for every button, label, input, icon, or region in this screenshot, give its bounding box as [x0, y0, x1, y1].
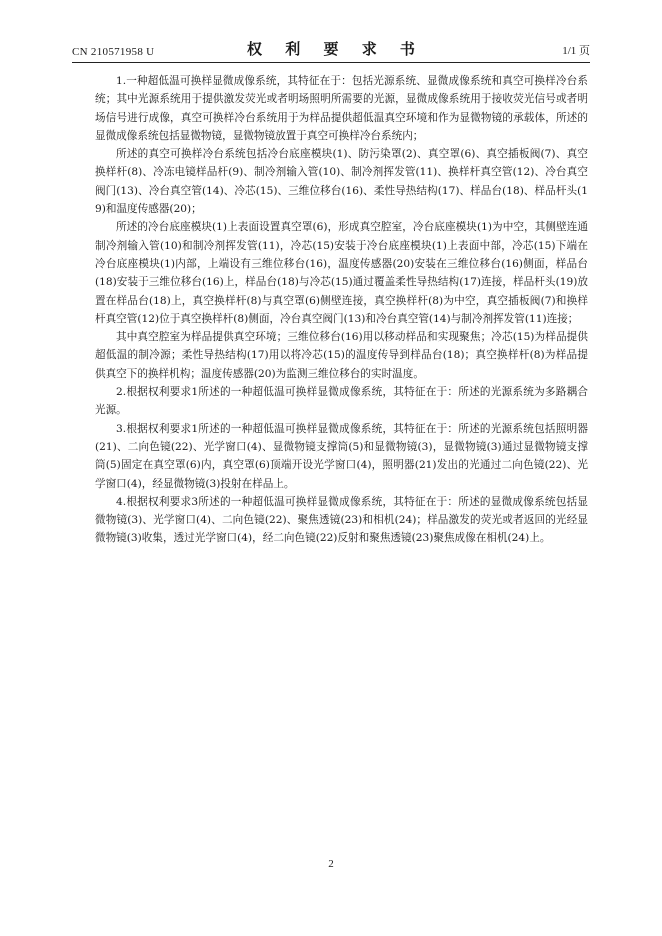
- page-number: 2: [328, 858, 334, 870]
- claim-1-paragraph: 1.一种超低温可换样显微成像系统，其特征在于：包括光源系统、显微成像系统和真空可换样冷台系统；其中光源系统用于提供激发荧光或者明场照明所需要的光源，显微成像系统用于接收荧光信号或者明场信号进行成像，真空可换样冷台系统用于为样品提供超低温真空环境和作为显微物镜的承载体，所述的显微成像系统包括显微物镜，显微物镜放置于真空可换样冷台系统内；: [95, 75, 588, 142]
- page-indicator: 1/1 页: [562, 45, 590, 57]
- claim-1-cold-stage-paragraph: 所述的真空可换样冷台系统包括冷台底座模块(1)、防污染罩(2)、真空罩(6)、真空插板阀(7)、真空换样杆(8)、冷冻电镜样品杆(9)、制冷剂输入管(10)、制冷剂挥发管(11)、换样杆真空管(12)、冷台真空阀门(13)、冷台真空管(14)、冷芯(15)、三维位移台(16)、柔性导热结构(17)、样品台(18)、样品杆头(19)和温度传感器(20)；: [95, 148, 588, 216]
- publication-number: CN 210571958 U: [72, 46, 155, 58]
- claim-4-paragraph: 4.根据权利要求3所述的一种超低温可换样显微成像系统，其特征在于：所述的显微成像系统包括显微物镜(3)、光学窗口(4)、二向色镜(22)、聚焦透镜(23)和相机(24)；样品激发的荧光或者返回的光经显微物镜(3)收集，透过光学窗口(4)，经二向色镜(22)反射和聚焦透镜(23)聚焦成像在相机(24)上。: [95, 495, 588, 545]
- claim-1-function-paragraph: 其中真空腔室为样品提供真空环境；三维位移台(16)用以移动样品和实现聚焦；冷芯(15)为样品提供超低温的制冷源；柔性导热结构(17)用以将冷芯(15)的温度传导到样品台(18)；真空换样杆(8)为样品提供真空下的换样机构；温度传感器(20)为监测三维位移台的实时温度。: [95, 331, 588, 380]
- claim-2-paragraph: 2.根据权利要求1所述的一种超低温可换样显微成像系统，其特征在于：所述的光源系统为多路耦合光源。: [95, 386, 588, 417]
- header-divider: [72, 62, 590, 63]
- page-header: [72, 38, 590, 60]
- page-title: 权 利 要 求 书: [247, 40, 424, 58]
- claim-3-paragraph: 3.根据权利要求1所述的一种超低温可换样显微成像系统，其特征在于：所述的光源系统包括照明器(21)、二向色镜(22)、光学窗口(4)、显微物镜支撑筒(5)和显微物镜(3)，显微物镜(3)通过显微物镜支撑筒(5)固定在真空罩(6)内，真空罩(6)顶端开设光学窗口(4)，照明器(21)发出的光通过二向色镜(22)、光学窗口(4)，经显微物镜(3)投射在样品上。: [95, 422, 588, 490]
- claim-1-structure-paragraph: 所述的冷台底座模块(1)上表面设置真空罩(6)，形成真空腔室，冷台底座模块(1)为中空，其侧壁连通制冷剂输入管(10)和制冷剂挥发管(11)，冷芯(15)安装于冷台底座模块(1)上表面中部，冷芯(15)下端在冷台底座模块(1)内部，上端设有三维位移台(16)，温度传感器(20)安装在三维位移台(16)侧面，样品台(18)安装于三维位移台(16)上，样品台(18)与冷芯(15)通过覆盖柔性导热结构(17)连接，样品杆头(19)放置在样品台(18)上，真空换样杆(8)与真空罩(6)侧壁连接，真空换样杆(8)为中空，真空插板阀(7)和换样杆真空管(12)位于真空换样杆(8)侧面，冷台真空阀门(13)和冷台真空管(14)与制冷剂挥发管(11)连接；: [95, 221, 588, 325]
- claims-body: [95, 72, 588, 548]
